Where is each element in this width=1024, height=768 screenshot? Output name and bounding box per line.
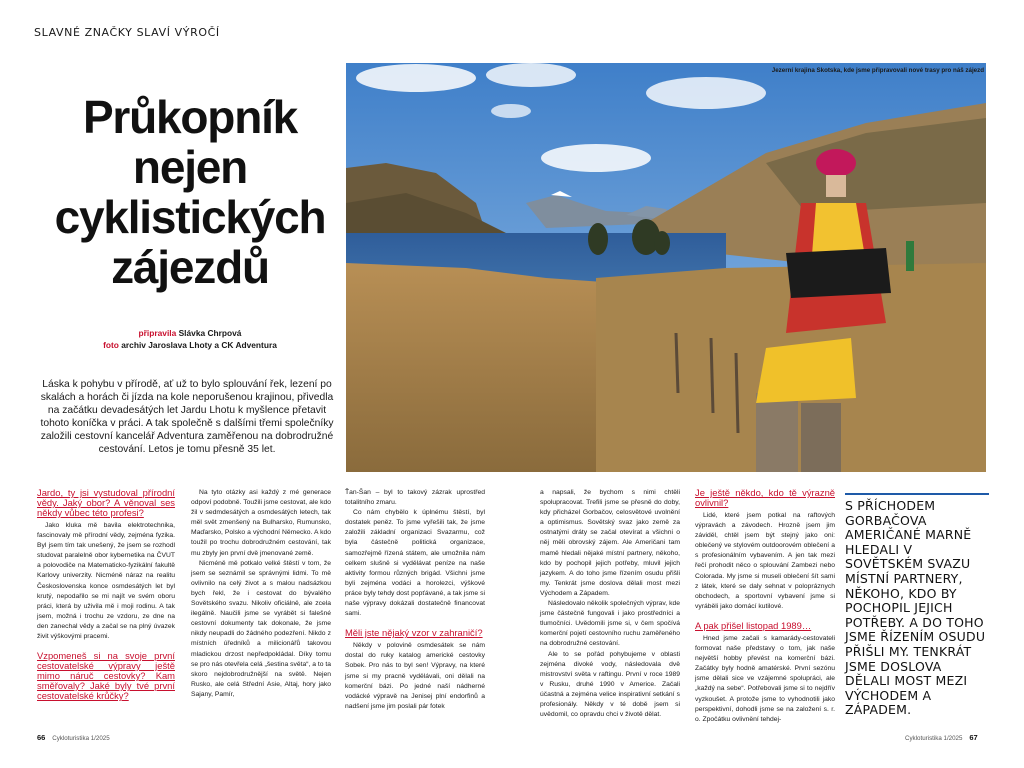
answer-paragraph: Na tyto otázky asi každý z mé generace odpoví podobně. Toužili jsme cestovat, ale kdo žil v sedmdesátých a osmdesátých letech, tak měl svět zmenšený na Bulharsko, Rumunsko, Maďarsko, Polsko a východní Německo. A kdo toužil po trochu dobrodružném cestování, tak mu zbyly jen první dvě jmenované země. — [191, 489, 331, 557]
page-number-left: 66 — [37, 733, 46, 742]
folio-left — [37, 733, 110, 742]
question-heading: A pak přišel listopad 1989… — [695, 619, 812, 631]
lead-paragraph: Láska k pohybu v přírodě, ať už to bylo splouvání řek, lezení po skalách a horách či jízda na kole neporušenou krajinou, přivedla na začátku devadesátých let Jardu Lhotu k myšlence přetavit tohoto koníčka v práci. A tak společně s dalšími třemi společníky založili cestovní kancelář Adventura zaměřenou na dobrodružné cestování. Letos je tomu přesně 35 let. — [40, 379, 334, 455]
answer-paragraph: Někdy v polovině osmdesátek se nám dostal do ruky katalog americké cestovky Sobek. Pro nás to byl sen! Výpravy, na které jsme si my pracně vydělávali, oni dělali na komerční bázi. Po jedné naší nádherné vodácké výpravě na Jenisej plní endorfinů a nadšení jsme jim poslali pár fotek — [345, 642, 485, 710]
answer-paragraph: Ťan-Šan – byl to takový zázrak uprostřed totalitního zmaru. — [345, 489, 485, 507]
answer-paragraph: Hned jsme začali s kamarády-cestovateli formovat naše představy o tom, jak naše největší hobby převést na komerční bázi. Začátky byly hodně amatérské. První sezónu jsme dělali sice ve vzájemné spolupráci, ale „každý na sebe“. Potřebovali jsme si to nejdřív vyzkoušet. A protože jsme to vyhodnotili jako perspektivní, dohodli jsme se na založení s. r. o. Zpočátku ovlivnění tehdej- — [695, 634, 835, 723]
answer-paragraph: Jako kluka mě bavila elektrotechnika, fascinovaly mě přírodní vědy, zejména fyzika. Byl jsem tím tak unešený, že jsem se rozhodl studovat paralelně obor kybernetika na ČVUT a polovodiče na Matematicko-fyzikální fakultě Karlovy univerzity. Nicméně náraz na realitu Československa konce osmdesátých let byl krutý, nepodařilo se mi najít ve svém oboru práci, která by uživila mě i moji rodinu. A tak jsem, možná i trochu ze vzdoru, ze dne na den zanechal vědy a začal se na plný úvazek živit výškovými pracemi. — [37, 522, 175, 641]
question-heading: Vzpomeneš si na svoje první cestovatelské výpravy ještě mimo náruč cestovky? Kam směřovaly? Jaké byly tvé první cestovatelské krůčky? — [37, 650, 175, 702]
page-number-right: 67 — [969, 733, 978, 742]
answer-paragraph: a napsali, že bychom s nimi chtěli spolupracovat. Trefili jsme se přesně do doby, kdy přicházel Gorbačov, celosvětové uvolnění a optimismus. Sovětský svaz jako země za ostnatými dráty se začal otevírat a všichni o něj měli obrovský zájem. Ale Američani tam mamě hledali nějaké místní partnery, někoho, kdo by pochopil jejich potřeby, mluvil jejich jazykem. A do toho jsme řízením osudu přišli my. Tenkrát jsme doslova dělali most mezi Východem a Západem. — [540, 489, 680, 597]
answer-paragraph: Co nám chybělo k úplnému štěstí, byl dostatek peněz. To jsme vyřešili tak, že jsme založili základní organizaci Svazarmu, což byla částečně politická organizace, samozřejmě řízená státem, ale umožnila nám celkem slušně si vydělávat peníze na naše aktivity formou různých brigád. Všichni jsme byli zejména vodáci a horolezci, výškové práce byly tehdy dost popťávané, a tak jsme si naše výpravy dokázali dostatečně financovat sami. — [345, 509, 485, 618]
magazine-issue-left: Cykloturistika 1/2025 — [52, 735, 110, 742]
text-column-3 — [345, 488, 485, 712]
question-heading: Jardo, ty jsi vystudoval přírodní vědy. Jaký obor? A věnoval ses někdy vůbec této profesi? — [37, 487, 175, 518]
text-column-1 — [37, 488, 175, 704]
pull-quote: S PŘÍCHODEM GORBAČOVA AMERIČANÉ MARNĚ HLEDALI V SOVĚTSKÉM SVAZU MÍSTNÍ PARTNERY, NĚKOHO, KDO BY POCHOPIL JEJICH POTŘEBY. A DO TOHO JSME ŘÍZENÍM OSUDU PŘIŠLI MY. TENKRÁT JSME DOSLOVA DĚLALI MOST MEZI VÝCHODEM A ZÁPADEM. — [845, 493, 989, 718]
answer-paragraph: Ale to se pořád pohybujeme v oblasti zejména divoké vody, následovala dvě mistrovství světa v raftingu. První v roce 1989 v Rusku, druhé 1990 v Americe. Začali účastná a zejména velice inspirativní setkání s profesionály. Někdy v té době jsem si uvědomil, co opravdu chci v životě dělat. — [540, 650, 680, 719]
section-label: SLAVNÉ ZNAČKY SLAVÍ VÝROČÍ — [34, 26, 220, 39]
answer-paragraph: Lidé, které jsem potkal na raftových výpravách a závodech. Hrozně jsem jim záviděl, chtěl jsem být stejný jako oni: oblečený ve stylovém outdoorovém oblečení a s profesionálním vybavením. A jen tak mezi řečí prohodit něco o splouvání Zambezi nebo Colorada. My jsme si museli oblečení šít sami z látek, které se daly sehnat v polopráznych obchodech, a sportovní vybavení jsme si vyráběli jako domácí kutilové. — [695, 512, 835, 610]
answer-paragraph: Následovalo několik společných výprav, kde jsme částečně fungovali i jako prostředníci a tlumočníci. Uvědomili jsme si, v čem spočívá komerční pojetí cestovního ruchu zaměřeného na dobrodružné cestování. — [540, 600, 680, 648]
credit-name-prepared: Slávka Chrpová — [178, 328, 242, 338]
magazine-issue-right: Cykloturistika 1/2025 — [905, 735, 963, 742]
text-column-5 — [695, 488, 835, 725]
text-column-4 — [540, 488, 680, 720]
credit-role-photo: foto — [103, 339, 119, 350]
article-headline: Průkopník nejen cyklistických zájezdů — [54, 91, 326, 293]
question-heading: Měli jste nějaký vzor v zahraničí? — [345, 627, 483, 639]
answer-paragraph: Nicméně mě potkalo velké štěstí v tom, že jsem se seznámil se správnými lidmi. To mě ovlivnilo na celý život a s malou nadsázkou bych řekl, že i cestovat do bývalého Sovětského svazu. Nikoliv oficiálně, ale zcela ilegálně. Naučili jsme se vyrábět si falešné cestovní dokumenty tak dokonale, že jsme nikdy neupadli do žádného podezření. Nikdo z místních úředníků a milicionářů takovou mladickou drzost nepředpokládal. Díky tomu se pro nás otevřela celá „šestina světa“, a to ta skoro nejdobrodružnější na světě. Nejen Rusko, ale celá Střední Asie, Altaj, hory jako Sajany, Pamír, — [191, 559, 331, 698]
question-heading: Je ještě někdo, kdo tě výrazně ovlivnil? — [695, 487, 835, 508]
folio-right — [905, 733, 978, 742]
credit-name-photo: archiv Jaroslava Lhoty a CK Adventura — [121, 339, 277, 350]
credit-role-prepared: připravila — [138, 328, 177, 338]
article-credits — [40, 328, 340, 351]
photo-caption: Jezerní krajina Skotska, kde jsme připravovali nové trasy pro náš zájezd — [771, 67, 984, 74]
hero-photo-lake-cyclist — [346, 63, 986, 472]
text-column-2 — [191, 488, 331, 700]
